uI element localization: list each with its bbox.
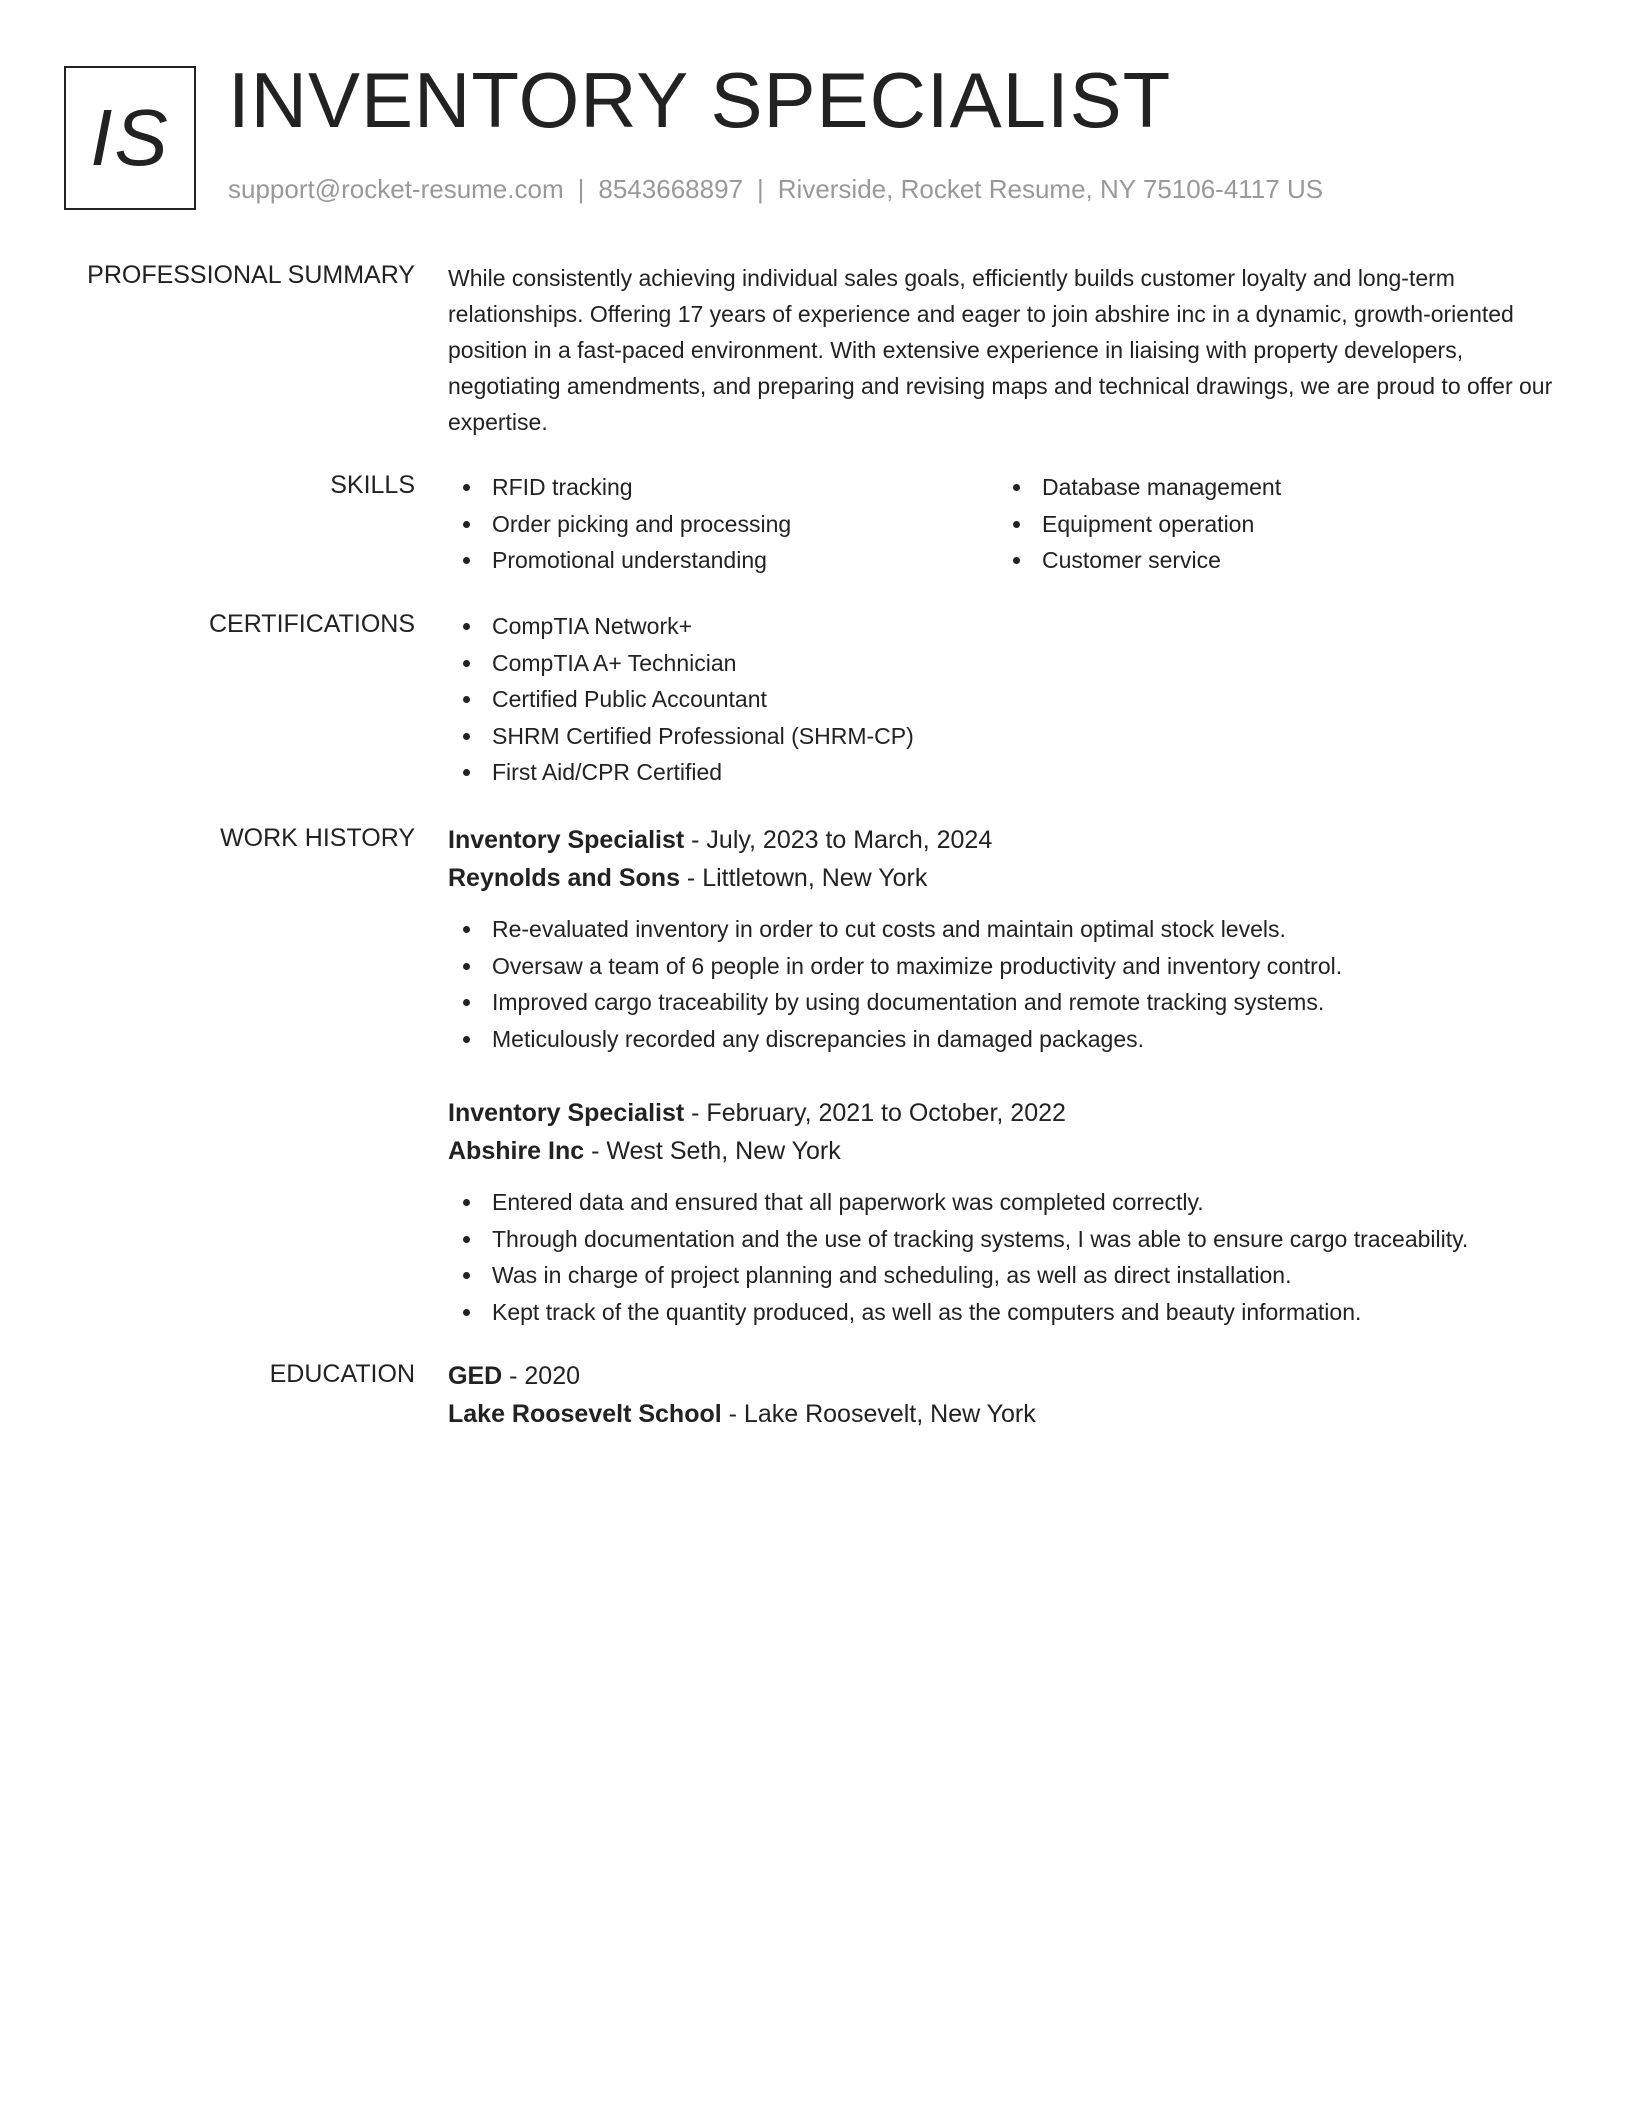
education-school-line <box>448 1395 1560 1433</box>
certifications-heading: CERTIFICATIONS <box>208 610 415 638</box>
job-duty: Oversaw a team of 6 people in order to maximize productivity and inventory control. <box>448 948 1560 985</box>
job-title-line <box>448 821 1560 859</box>
skill-item: Customer service <box>998 542 1548 579</box>
job-title-line <box>448 1094 1560 1132</box>
job-entry <box>448 821 1560 1057</box>
job-duty: Re-evaluated inventory in order to cut costs and maintain optimal stock levels. <box>448 911 1560 948</box>
contact-email: support@rocket-resume.com <box>228 174 564 204</box>
work-history-heading: WORK HISTORY <box>220 824 415 852</box>
education-degree-line <box>448 1357 1560 1395</box>
job-company-line <box>448 859 1560 897</box>
job-duties-list <box>448 911 1560 1057</box>
skill-item: Promotional understanding <box>448 542 998 579</box>
skill-item: Equipment operation <box>998 506 1548 543</box>
certification-item: SHRM Certified Professional (SHRM-CP) <box>448 718 1560 755</box>
job-duties-list <box>448 1184 1560 1330</box>
job-company-line <box>448 1132 1560 1170</box>
skill-item: RFID tracking <box>448 469 998 506</box>
contact-phone: 8543668897 <box>598 174 743 204</box>
education-degree: GED <box>448 1362 503 1390</box>
job-position: Inventory Specialist <box>448 826 685 854</box>
job-duty: Was in charge of project planning and scheduling, as well as direct installation. <box>448 1257 1560 1294</box>
job-position: Inventory Specialist <box>448 1099 685 1127</box>
resume-title: INVENTORY SPECIALIST <box>228 56 1172 144</box>
summary-heading: PROFESSIONAL SUMMARY <box>87 261 415 289</box>
job-location: - West Seth, New York <box>584 1137 841 1165</box>
job-company: Abshire Inc <box>448 1137 585 1165</box>
skills-list-left <box>448 469 998 579</box>
job-duty: Improved cargo traceability by using documentation and remote tracking systems. <box>448 984 1560 1021</box>
job-dates: - July, 2023 to March, 2024 <box>684 826 993 854</box>
contact-separator: | <box>577 174 585 204</box>
job-company: Reynolds and Sons <box>448 864 680 892</box>
skill-item: Database management <box>998 469 1548 506</box>
job-location: - Littletown, New York <box>679 864 928 892</box>
certification-item: First Aid/CPR Certified <box>448 754 1560 791</box>
job-duty: Entered data and ensured that all paperwork was completed correctly. <box>448 1184 1560 1221</box>
education-location: - Lake Roosevelt, New York <box>721 1400 1036 1428</box>
job-duty: Kept track of the quantity produced, as well as the computers and beauty information. <box>448 1294 1560 1331</box>
job-dates: - February, 2021 to October, 2022 <box>684 1099 1066 1127</box>
certification-item: CompTIA Network+ <box>448 608 1560 645</box>
job-duty: Through documentation and the use of tracking systems, I was able to ensure cargo traceability. <box>448 1221 1560 1258</box>
education-year: - 2020 <box>502 1362 581 1390</box>
monogram-logo <box>64 66 196 210</box>
certification-item: CompTIA A+ Technician <box>448 645 1560 682</box>
monogram-text: IS <box>90 93 170 182</box>
education-school: Lake Roosevelt School <box>448 1400 722 1428</box>
skills-heading: SKILLS <box>330 471 415 499</box>
certifications-list <box>448 608 1560 791</box>
job-entry <box>448 1094 1560 1330</box>
skills-list-right <box>998 469 1548 579</box>
skills-grid <box>448 469 1560 579</box>
contact-address: Riverside, Rocket Resume, NY 75106-4117 US <box>777 174 1324 204</box>
contact-line <box>228 174 1323 205</box>
contact-separator: | <box>757 174 764 204</box>
certification-item: Certified Public Accountant <box>448 681 1560 718</box>
summary-text: While consistently achieving individual sales goals, efficiently builds customer loyalty and long-term relationships. Offering 17 years of experience and eager to join abshire inc in a dynamic, growth-oriented position in a fast-paced environment. With extensive experience in liaising with property developers, negotiating amendments, and preparing and revising maps and technical drawings, we are proud to offer our expertise. <box>448 265 1553 435</box>
skill-item: Order picking and processing <box>448 506 998 543</box>
job-duty: Meticulously recorded any discrepancies in damaged packages. <box>448 1021 1560 1058</box>
education-heading: EDUCATION <box>269 1360 415 1388</box>
